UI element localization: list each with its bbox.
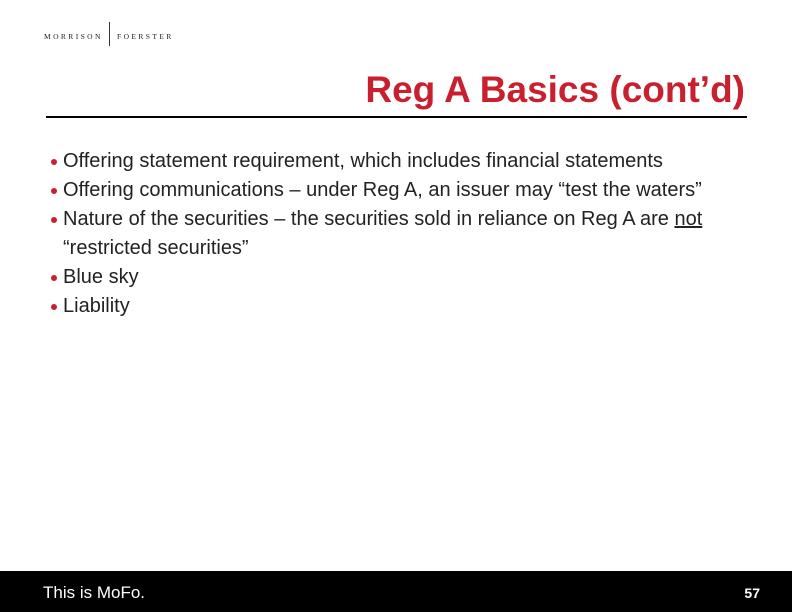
- logo-left-word: MORRISON: [44, 32, 103, 41]
- bullet-item-offering-statement: [48, 147, 748, 176]
- title-divider: [46, 116, 747, 118]
- bullet-text-suffix: “restricted securities”: [63, 237, 249, 259]
- bullet-item-offering-communications: [48, 176, 748, 205]
- page-number: 57: [744, 585, 760, 601]
- bullet-text: Blue sky: [63, 266, 139, 288]
- emphasis-not: not: [674, 208, 703, 230]
- bullet-text-prefix: Nature of the securities – the securities sold in reliance on Reg A are: [63, 208, 675, 230]
- bullet-text: Offering communications – under Reg A, an issuer may “test the waters”: [63, 179, 702, 201]
- firm-logo: [44, 22, 204, 48]
- logo-divider: [109, 22, 110, 46]
- footer-tagline: This is MoFo.: [43, 583, 146, 602]
- bullet-item-nature-of-securities: [48, 205, 748, 263]
- bullet-list: [48, 147, 748, 321]
- bullet-item-liability: [48, 292, 748, 321]
- logo-right-word: FOERSTER: [117, 32, 174, 41]
- bullet-text: Liability: [63, 295, 130, 317]
- footer-bar: [0, 571, 792, 612]
- bullet-text: Offering statement requirement, which includes financial statements: [63, 150, 663, 172]
- bullet-item-blue-sky: [48, 263, 748, 292]
- slide-title: Reg A Basics (cont’d): [365, 69, 745, 110]
